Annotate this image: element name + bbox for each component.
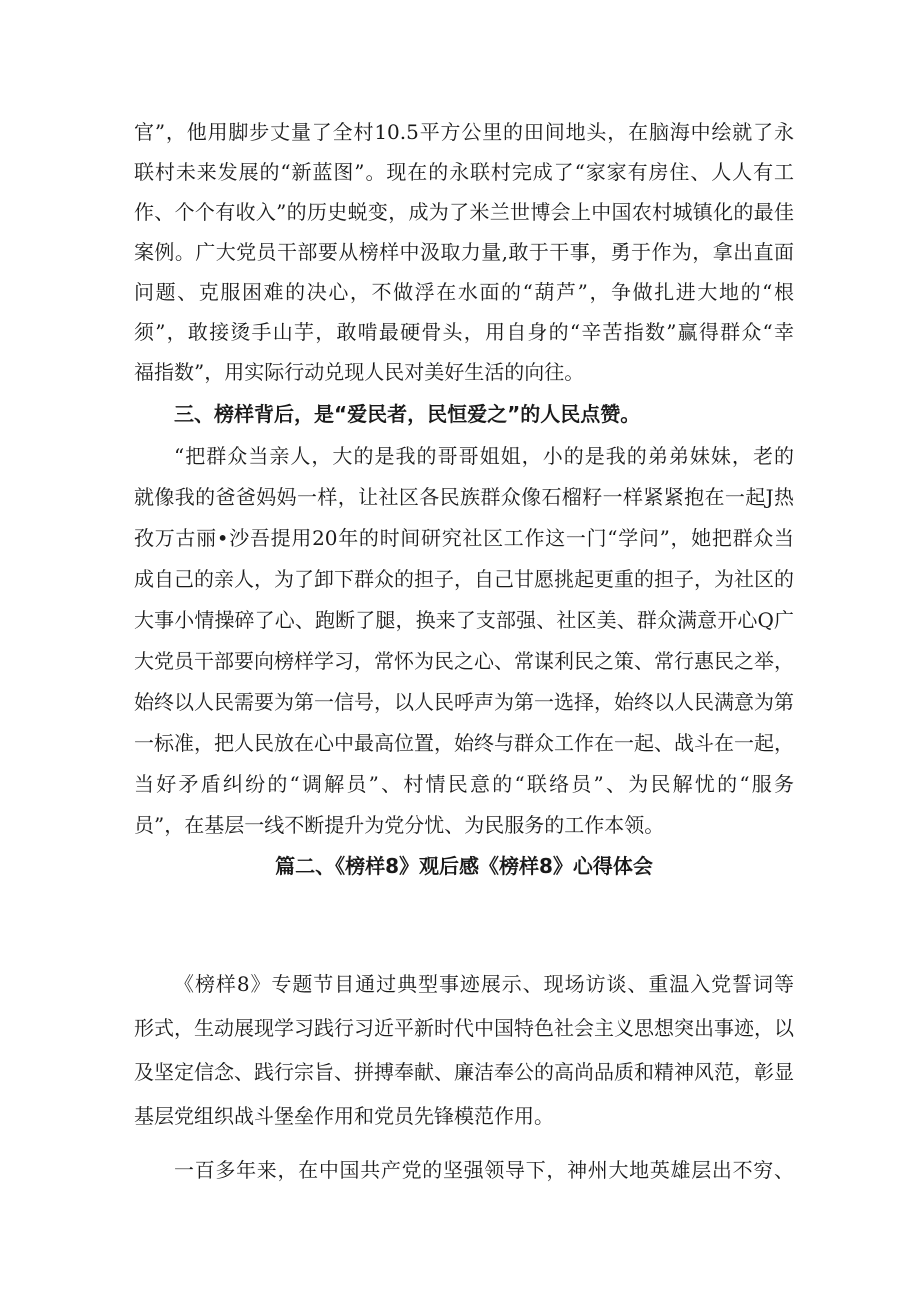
text-line: “把群众当亲人，大的是我的哥哥姐姐，小的是我的弟弟妹妹，老的	[174, 444, 794, 468]
text-line: 官”，他用脚步丈量了全村10.5平方公里的田间地头，在脑海中绘就了永	[134, 120, 794, 144]
text-line: 一百多年来，在中国共产党的坚强领导下，神州大地英雄层出不穷、	[174, 1158, 794, 1182]
text-line: 福指数”，用实际行动兑现人民对美好生活的向往。	[134, 360, 585, 384]
text-line: 大事小情操碎了心、跑断了腿，换来了支部强、社区美、群众满意开心Q广	[134, 608, 794, 632]
text-line: 联村未来发展的“新蓝图”。现在的永联村完成了“家家有房住、人人有工	[134, 160, 794, 184]
text-line: 作、个个有收入”的历史蜕变，成为了米兰世博会上中国农村城镇化的最佳	[134, 200, 794, 224]
text-line: 大党员干部要向榜样学习，常怀为民之心、常谋利民之策、常行惠民之举，	[134, 649, 794, 673]
text-line: 就像我的爸爸妈妈一样，让社区各民族群众像石榴籽一样紧紧抱在一起J热	[134, 485, 794, 509]
text-line: 当好矛盾纠纷的“调解员”、村情民意的“联络员”、为民解忧的“服务	[134, 772, 794, 796]
text-line: 一标准，把人民放在心中最高位置，始终与群众工作在一起、战斗在一起，	[134, 731, 794, 755]
text-line: 孜万古丽•沙吾提用20年的时间研究社区工作这一门“学问”，她把群众当	[134, 526, 794, 550]
text-line: 问题、克服困难的决心，不做浮在水面的“葫芦”，争做扎进大地的“根	[134, 280, 794, 304]
text-line: 须”，敢接烫手山芋，敢啃最硬骨头，用自身的“辛苦指数”赢得群众“幸	[134, 320, 794, 344]
text-line: 成自己的亲人，为了卸下群众的担子，自己甘愿挑起更重的担子，为社区的	[134, 567, 794, 591]
text-line: 及坚定信念、践行宗旨、拼搏奉献、廉洁奉公的高尚品质和精神风范，彰显	[134, 1060, 794, 1084]
text-line: 形式，生动展现学习践行习近平新时代中国特色社会主义思想突出事迹，以	[134, 1016, 794, 1040]
text-line: 基层党组织战斗堡垒作用和党员先锋模范作用。	[134, 1104, 554, 1128]
text-line: 员”，在基层一线不断提升为党分忧、为民服务的工作本领。	[134, 813, 665, 837]
section-heading: 三、榜样背后，是“爱民者，民恒爱之”的人民点赞。	[174, 402, 641, 426]
text-line: 始终以人民需要为第一信号，以人民呼声为第一选择，始终以人民满意为第	[134, 690, 794, 714]
article-title: 篇二、《榜样8》观后感《榜样8》心得体会	[275, 854, 653, 878]
text-line: 案例。广大党员干部要从榜样中汲取力量,敢于干事，勇于作为，拿出直面	[134, 240, 794, 264]
text-line: 《榜样8》专题节目通过典型事迹展示、现场访谈、重温入党誓词等	[174, 972, 794, 996]
